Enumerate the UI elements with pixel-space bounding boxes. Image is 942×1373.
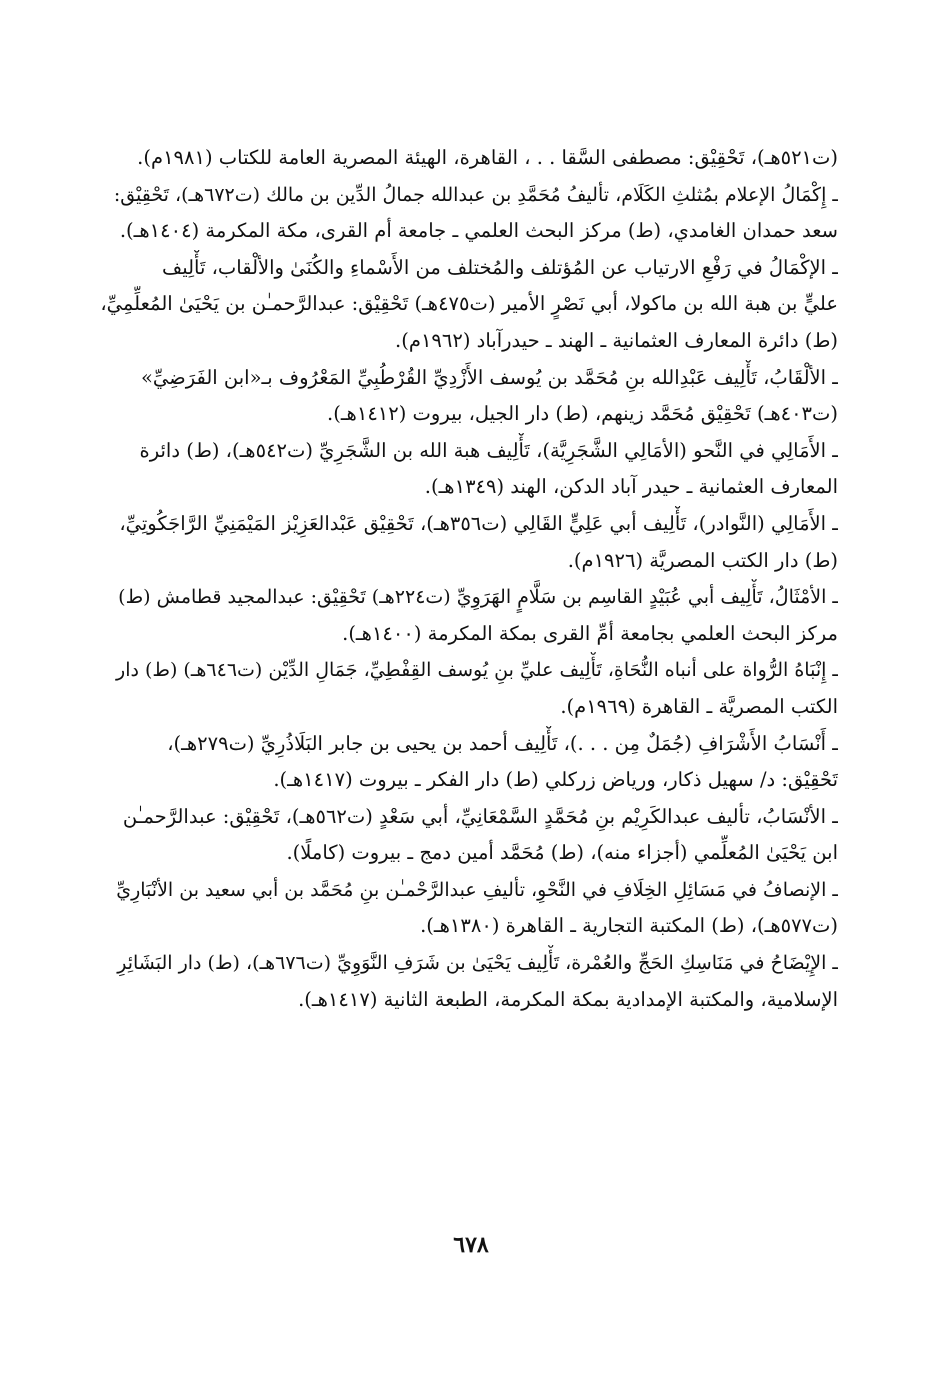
text-line: تَحْقِيْق: د/ سهيل ذكار، ورياض زركلي (ط) دار الفكر ـ بيروت (١٤١٧هـ). [273,768,838,792]
text-line: ـ إِنْبَاهُ الرُّواة على أنباه النُّحَاةِ، تَأْلِيف عليِّ بنِ يُوسف القِفْطِيِّ، جَمَالِ الدِّيْن (ت٦٤٦هـ) (ط) دار [116,659,838,682]
text-line: الكتب المصريَّة ـ القاهرة (١٩٦٩م). [560,694,838,718]
text-line: ـ الإِيْضَاحُ في مَنَاسِكِ الحَجِّ والعُمْرة، تَأْلِيف يَحْيَىٰ بن شَرَفِ النَّوَوِيِّ (ت٦٧٦هـ)، (ط) دار البَشَائِرِ [117,952,838,975]
text-line: ـ الأَمَالِي (النَّوادر)، تَأْلِيف أبي عَلِيٍّ القَالِي (ت٣٥٦هـ)، تَحْقِيْق عَبْدالعَزِيْز المَيْمَنِيِّ الرَّاجَكُوتِيِّ، [119,511,838,535]
text-line: ـ الأمْثَالُ، تَأْلِيف أبي عُبَيْدٍ القاسِم بن سَلَّامٍ الهَرَوِيِّ (ت٢٢٤هـ) تَحْقِيْق: عبدالمجيد قطامش (ط) [118,586,838,609]
text-line: ـ الأنْسَابُ، تأليف عبدالكَرِيْم بنِ مُحَمَّدٍ السَّمْعَانِيِّ، أبي سَعْدٍ (ت٥٦٢هـ)، تَحْقِيْق: عبدالرَّحمـٰن [122,804,838,828]
text-line: ـ الإكْمَالُ في رَفْعِ الارتياب عن المُؤتلف والمُختلف من الأَسْماءِ والكُنَىٰ والألْقاب، تَأْلِيف [162,255,838,279]
text-line: (ط) دار الكتب المصريَّة (١٩٢٦م). [567,548,838,572]
text-line: ـ الأَمَالِي في النَّحو (الأمَالِي الشَّجَرِيَّة)، تَأْلِيف هبة الله بن الشَّجَرِيِّ (ت٥٤٢هـ)، (ط) دائرة [139,438,838,462]
bibliography-text [100,140,838,1018]
text-line: سعد حمدان الغامدي، (ط) مركز البحث العلمي ـ جامعة أم القرى، مكة المكرمة (١٤٠٤هـ). [119,219,838,243]
page-number: ٦٧٨ [453,1232,489,1258]
text-line: مركز البحث العلمي بجامعة أمِّ القرى بمكة المكرمة (١٤٠٠هـ). [342,621,838,645]
text-line: (ت٥٧٧هـ)، (ط) المكتبة التجارية ـ القاهرة (١٣٨٠هـ). [420,914,838,938]
text-line: الإسلامية، والمكتبة الإمدادية بمكة المكرمة، الطبعة الثانية (١٤١٧هـ). [298,987,838,1011]
text-line: (ت٤٠٣هـ) تَحْقِيْق مُحَمَّد زينهم، (ط) دار الجيل، بيروت (١٤١٢هـ). [327,402,838,426]
text-line: (ط) دائرة المعارف العثمانية ـ الهند ـ حيدرآباد (١٩٦٢م). [395,328,838,352]
text-line: ـ إِكْمَالُ الإعلام بمُثلثِ الكَلَام، تأليفُ مُحَمَّدِ بن عبدالله جمالُ الدِّين بن مالك (ت٦٧٢هـ)، تَحْقِيْق: [113,183,838,206]
text-line: ابن يَحْيَىٰ المُعلِّمي (أجزاء منه)، (ط) مُحَمَّد أمين دمج ـ بيروت (كاملًا). [286,841,838,865]
text-line: المعارف العثمانية ـ حيدر آباد الدكن، الهند (١٣٤٩هـ). [424,475,838,499]
text-line: ـ أَنْسَابُ الأَشْرَافِ (جُمَلٌ مِن . . .)، تَأْلِيف أحمد بن يحيى بن جابر البَلَاذُرِيِّ (ت٢٧٩هـ)، [167,731,838,755]
text-line: عليٍّ بن هبة الله بن ماكولا، أبي نَصْرٍ الأمير (ت٤٧٥هـ) تَحْقِيْق: عبدالرَّحمـٰن بن يَحْيَىٰ المُعلِّمِيِّ، [100,292,838,316]
text-line: (ت٥٢١هـ)، تَحْقِيْق: مصطفى السَّقا . . ، القاهرة، الهيئة المصرية العامة للكتاب (١٩٨١م). [137,146,838,169]
text-line: ـ الإنصافُ في مَسَائِلِ الخِلَافِ في النَّحْوِ، تأليفِ عبدالرَّحْمـٰن بنِ مُحَمَّد بن أبي سعيد بن الأنْبَارِيِّ [116,878,838,901]
text-line: ـ الألْقَابُ، تَأْلِيف عَبْدِالله بنِ مُحَمَّد بن يُوسف الأَزْدِيِّ القُرْطُبِيِّ المَعْرُوف بـ«ابن الفَرَضِيِّ» [140,365,838,389]
